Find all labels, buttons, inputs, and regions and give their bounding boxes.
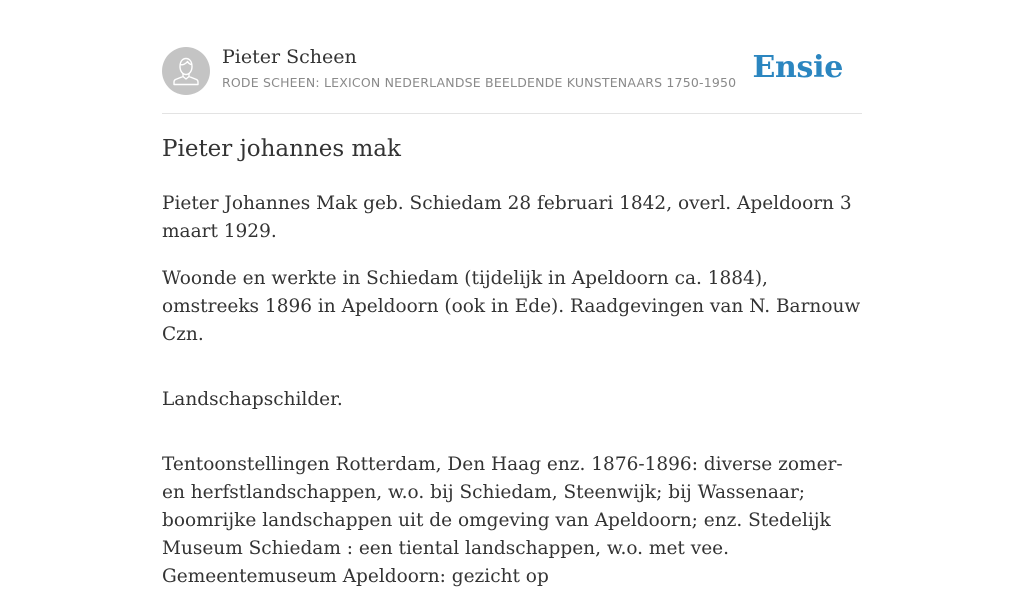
paragraph: Pieter Johannes Mak geb. Schiedam 28 februari 1842, overl. Apeldoorn 3 maart 1929.	[162, 193, 852, 242]
author-name[interactable]: Pieter Scheen	[222, 46, 357, 68]
article-header	[162, 0, 862, 114]
paragraph: Tentoonstellingen Rotterdam, Den Haag enz. 1876-1896: diverse zomer- en herfstlandschappen, w.o. bij Schiedam, Steenwijk; bij Wassenaar; boomrijke landschappen uit de omgeving van Apeldoorn; enz. Stedelijk Museum Schiedam : een tiental landschappen, w.o. met vee. Gemeentemuseum Apeldoorn: gezicht op	[162, 454, 843, 587]
article-body	[162, 190, 866, 610]
paragraph: Landschapschilder.	[162, 389, 343, 410]
ensie-logo[interactable]: Ensie	[752, 50, 843, 85]
user-icon	[162, 47, 210, 95]
source-title[interactable]: RODE SCHEEN: LEXICON NEDERLANDSE BEELDENDE KUNSTENAARS 1750-1950	[222, 75, 737, 90]
article-title: Pieter johannes mak	[162, 136, 401, 162]
paragraph: Woonde en werkte in Schiedam (tijdelijk in Apeldoorn ca. 1884), omstreeks 1896 in Apeldoorn (ook in Ede). Raadgevingen van N. Barnouw Czn.	[162, 268, 861, 345]
page-container	[162, 0, 862, 587]
author-avatar[interactable]	[162, 47, 210, 95]
